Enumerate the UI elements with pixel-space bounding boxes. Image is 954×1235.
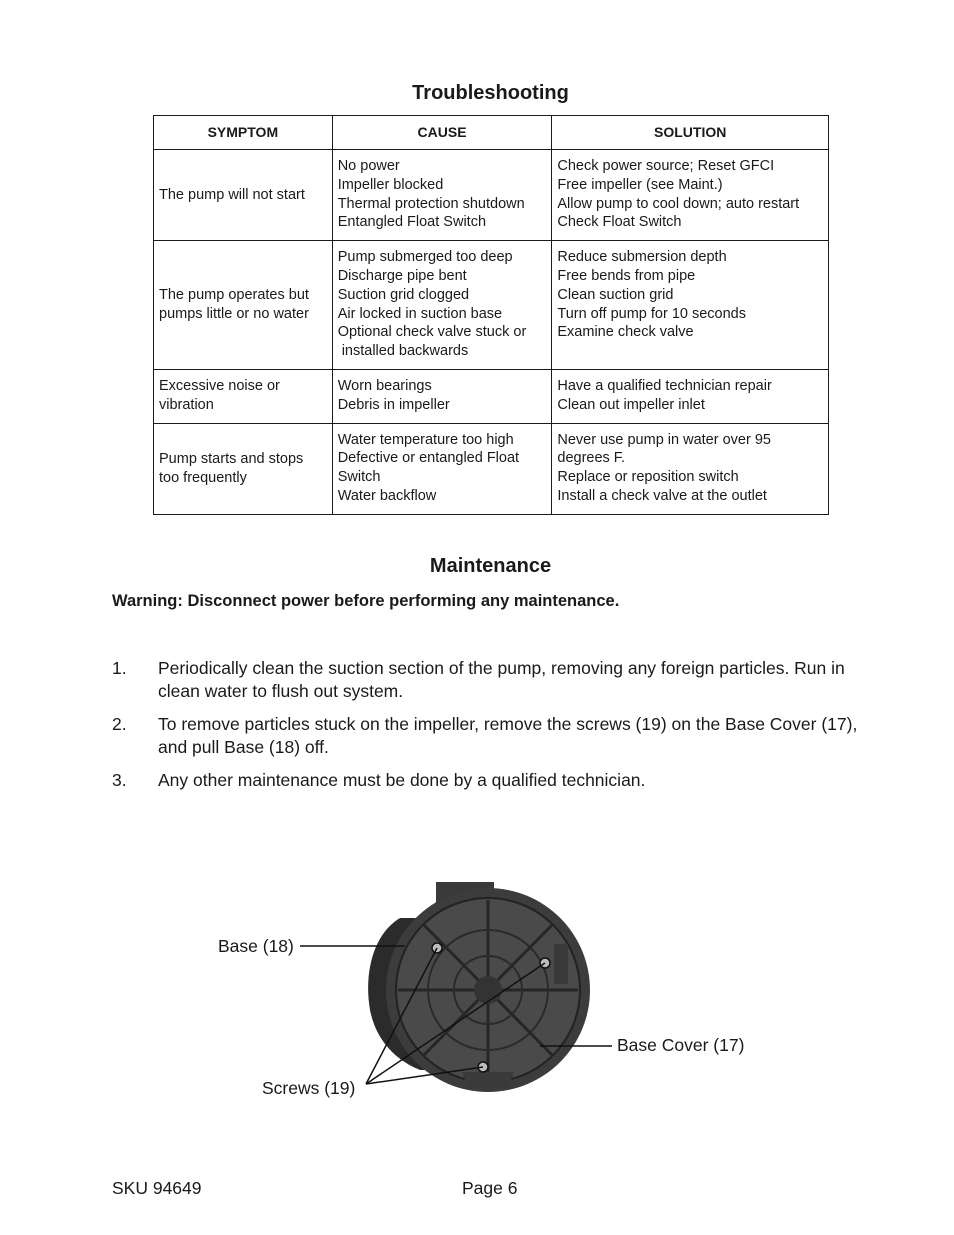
symptom-line: pumps little or no water bbox=[159, 306, 309, 323]
table-row bbox=[154, 369, 829, 423]
table-row bbox=[154, 423, 829, 514]
solution-line: degrees F. bbox=[557, 450, 626, 467]
solution-line: Never use pump in water over 95 bbox=[557, 431, 771, 448]
solution-line: Allow pump to cool down; auto restart bbox=[557, 195, 800, 212]
solution-line: Reduce submersion depth bbox=[557, 249, 727, 266]
symptom-line: Excessive noise or bbox=[159, 377, 280, 394]
discharge-pipe bbox=[436, 882, 494, 912]
header-symptom: SYMPTOM bbox=[154, 116, 333, 150]
solution-line: Free bends from pipe bbox=[557, 267, 696, 284]
solution-line: Clean suction grid bbox=[557, 286, 674, 303]
symptom-line: The pump will not start bbox=[159, 186, 305, 203]
symptom-cell bbox=[154, 369, 333, 423]
symptom-cell bbox=[154, 150, 333, 241]
cause-line: Defective or entangled Float bbox=[337, 450, 520, 467]
step-number: 1. bbox=[112, 658, 127, 678]
cause-line: Water temperature too high bbox=[337, 431, 514, 448]
cause-line: Switch bbox=[337, 469, 381, 486]
base-cover-label: Base Cover (17) bbox=[617, 1035, 745, 1055]
base-bottom-tab bbox=[462, 1072, 514, 1088]
symptom-line: vibration bbox=[159, 396, 214, 413]
cause-line: Suction grid clogged bbox=[337, 286, 470, 303]
base-label: Base (18) bbox=[218, 936, 294, 956]
cause-line: Water backflow bbox=[337, 487, 437, 504]
symptom-cell bbox=[154, 241, 333, 370]
symptom-line: The pump operates but bbox=[159, 287, 309, 304]
solution-line: Install a check valve at the outlet bbox=[557, 487, 767, 504]
cause-line: Impeller blocked bbox=[337, 176, 444, 193]
solution-cell bbox=[552, 423, 829, 514]
troubleshooting-title: Troubleshooting bbox=[412, 82, 569, 104]
symptom-cell bbox=[154, 423, 333, 514]
solution-line: Free impeller (see Maint.) bbox=[557, 176, 723, 193]
list-item bbox=[112, 769, 877, 792]
screws-label: Screws (19) bbox=[262, 1078, 356, 1098]
solution-line: Check power source; Reset GFCI bbox=[557, 158, 775, 174]
cause-line: Debris in impeller bbox=[337, 396, 450, 413]
screws-callout-line bbox=[366, 963, 545, 1084]
footer-sku: SKU 94649 bbox=[112, 1178, 202, 1198]
step-number: 3. bbox=[112, 770, 127, 790]
list-item bbox=[112, 657, 877, 703]
cause-line: Optional check valve stuck or bbox=[337, 324, 527, 341]
header-cause: CAUSE bbox=[332, 116, 552, 150]
maintenance-warning: Warning: Disconnect power before performing any maintenance. bbox=[112, 592, 620, 610]
base-cover-spokes bbox=[398, 900, 578, 1080]
step-number: 2. bbox=[112, 714, 127, 734]
solution-line: Have a qualified technician repair bbox=[557, 377, 772, 394]
symptom-line: Pump starts and stops bbox=[159, 450, 304, 467]
solution-line: Replace or reposition switch bbox=[557, 469, 739, 486]
footer-page-number: Page 6 bbox=[462, 1178, 518, 1198]
solution-line: Turn off pump for 10 seconds bbox=[557, 305, 746, 322]
solution-cell bbox=[552, 150, 829, 241]
solution-cell bbox=[552, 241, 829, 370]
table-row bbox=[154, 241, 829, 370]
cause-cell bbox=[332, 241, 552, 370]
base-ring bbox=[386, 888, 590, 1092]
cause-line: Pump submerged too deep bbox=[337, 249, 513, 266]
symptom-line: too frequently bbox=[159, 469, 247, 486]
troubleshooting-table bbox=[153, 115, 829, 515]
step-text: Periodically clean the suction section of the pump, removing any foreign particles. Run in clean water to flush out system. bbox=[158, 658, 845, 701]
screw-icon bbox=[432, 943, 442, 953]
solution-line: Check Float Switch bbox=[557, 214, 682, 231]
base-cover-hub bbox=[474, 976, 502, 1004]
cause-line: Worn bearings bbox=[337, 377, 432, 394]
screws-callout-line bbox=[366, 948, 437, 1084]
list-item bbox=[112, 713, 877, 759]
base-tab bbox=[554, 944, 568, 984]
solution-cell bbox=[552, 369, 829, 423]
cause-line: Thermal protection shutdown bbox=[337, 195, 525, 212]
cause-line: Discharge pipe bent bbox=[337, 267, 467, 284]
header-solution: SOLUTION bbox=[552, 116, 829, 150]
maintenance-steps bbox=[112, 657, 877, 802]
cause-cell bbox=[332, 150, 552, 241]
cause-line: installed backwards bbox=[341, 343, 469, 360]
maintenance-title: Maintenance bbox=[429, 555, 552, 577]
cause-line: Air locked in suction base bbox=[337, 305, 503, 322]
pump-housing bbox=[368, 918, 430, 1070]
table-row bbox=[154, 150, 829, 241]
base-cover-disc bbox=[396, 898, 580, 1082]
cause-cell bbox=[332, 423, 552, 514]
solution-line: Clean out impeller inlet bbox=[557, 396, 705, 413]
solution-line: Examine check valve bbox=[557, 324, 694, 341]
table-header-row bbox=[154, 116, 829, 150]
screws-callout-line bbox=[366, 1067, 483, 1084]
screw-icon bbox=[478, 1062, 488, 1072]
step-text: To remove particles stuck on the impeller, remove the screws (19) on the Base Cover (17), and pull Base (18) off. bbox=[158, 714, 858, 757]
cause-cell bbox=[332, 369, 552, 423]
cause-line: Entangled Float Switch bbox=[337, 214, 487, 231]
cause-line: No power bbox=[337, 158, 400, 174]
screw-icon bbox=[540, 958, 550, 968]
step-text: Any other maintenance must be done by a qualified technician. bbox=[158, 770, 646, 790]
